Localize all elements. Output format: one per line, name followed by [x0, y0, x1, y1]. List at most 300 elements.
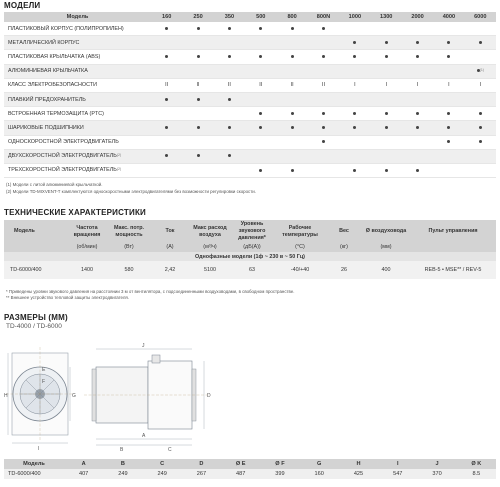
models-cell	[308, 64, 339, 78]
models-cell	[214, 22, 245, 36]
models-row-label-text: ТРЕХСКОРОСТНОЙ ЭЛЕКТРОДВИГАТЕЛЬ	[8, 167, 117, 174]
models-cell	[433, 64, 464, 78]
models-cell	[276, 149, 307, 163]
models-header-model: Модель	[4, 12, 151, 22]
bullet-icon	[291, 169, 294, 172]
models-cell	[371, 22, 402, 36]
dims-header-col: A	[64, 459, 103, 469]
models-cell	[151, 149, 182, 163]
models-header-col: 6000	[465, 12, 496, 22]
tech-header-name: Ø воздуховода	[362, 220, 410, 243]
drawing-label-e: E	[42, 367, 46, 373]
bullet-icon	[353, 55, 356, 58]
tech-header-unit: (мм)	[362, 243, 410, 252]
dims-header-col: G	[300, 459, 339, 469]
models-header-col: 800	[276, 12, 307, 22]
models-row-label-text: ПЛАВКИЙ ПРЕДОХРАНИТЕЛЬ	[8, 96, 86, 103]
bullet-icon	[322, 140, 325, 143]
models-cell	[151, 50, 182, 64]
models-row-label-text: АЛЮМИНИЕВАЯ КРЫЛЬЧАТКА	[8, 68, 88, 75]
models-cell-footnote-mark: (1)	[479, 68, 484, 73]
bullet-icon	[479, 126, 482, 129]
models-cell	[308, 149, 339, 163]
models-header-col: 160	[151, 12, 182, 22]
bullet-icon	[385, 41, 388, 44]
drawing-label-c: C	[168, 447, 172, 453]
models-table-row	[4, 149, 496, 163]
bullet-icon	[447, 55, 450, 58]
models-row-label	[4, 50, 151, 64]
bullet-icon	[353, 112, 356, 115]
tech-group-row	[4, 252, 496, 261]
tech-cell: 26	[326, 261, 362, 279]
tech-header-name: Уровень звукового давления*	[230, 220, 274, 243]
models-cell	[276, 163, 307, 177]
models-cell-value: I	[354, 82, 356, 89]
models-cell	[371, 92, 402, 106]
models-row-label	[4, 22, 151, 36]
bullet-icon	[447, 41, 450, 44]
models-cell	[182, 64, 213, 78]
models-cell	[182, 135, 213, 149]
models-cell	[151, 107, 182, 121]
models-cell	[245, 64, 276, 78]
bullet-icon	[165, 27, 168, 30]
bullet-icon	[259, 126, 262, 129]
models-cell	[465, 107, 496, 121]
tech-header-name: Вес	[326, 220, 362, 243]
models-cell	[433, 149, 464, 163]
bullet-icon	[197, 126, 200, 129]
models-cell	[182, 107, 213, 121]
models-table-row	[4, 92, 496, 106]
tech-header-unit: (дБ(А))	[230, 243, 274, 252]
models-header-col: 350	[214, 12, 245, 22]
models-cell-value: II	[290, 82, 294, 89]
bullet-icon	[416, 112, 419, 115]
bullet-icon	[322, 27, 325, 30]
dims-header-col: I	[378, 459, 417, 469]
models-cell	[245, 149, 276, 163]
models-cell	[371, 78, 402, 92]
models-cell-value: II	[227, 82, 231, 89]
dims-cell: 370	[417, 469, 456, 479]
tech-group-label: Однофазные модели (1ф ~ 230 в ~ 50 Гц)	[4, 252, 496, 261]
tech-header-name: Частота вращения	[66, 220, 108, 243]
bullet-icon	[322, 126, 325, 129]
tech-table-units	[4, 243, 496, 252]
tech-header-unit	[4, 243, 66, 252]
models-cell	[214, 50, 245, 64]
models-cell-value: I	[385, 82, 387, 89]
models-cell	[276, 92, 307, 106]
models-table-row	[4, 64, 496, 78]
models-cell	[182, 22, 213, 36]
tech-header-unit: (А)	[150, 243, 190, 252]
tech-table	[4, 220, 496, 279]
models-header-col: 1000	[339, 12, 370, 22]
models-table	[4, 12, 496, 178]
dims-cell: 267	[182, 469, 221, 479]
models-cell	[308, 121, 339, 135]
models-cell	[465, 78, 496, 92]
models-header-col: 2000	[402, 12, 433, 22]
dims-table	[4, 459, 496, 479]
models-table-row	[4, 22, 496, 36]
bullet-icon	[165, 98, 168, 101]
models-cell	[182, 163, 213, 177]
models-cell	[182, 50, 213, 64]
models-cell	[465, 121, 496, 135]
models-cell	[182, 78, 213, 92]
models-cell	[402, 149, 433, 163]
models-cell	[245, 121, 276, 135]
tech-footnote-1: * Приведены уровни звукового давления на расстоянии 3 м от вентилятора, с подсоединенными воздуховодами, в свободном пространстве.	[6, 289, 295, 294]
dims-cell: 487	[221, 469, 260, 479]
dims-header-col: D	[182, 459, 221, 469]
models-row-label-text: ВСТРОЕННАЯ ТЕРМОЗАЩИТА (PTC)	[8, 110, 104, 117]
models-cell	[465, 92, 496, 106]
models-cell	[402, 50, 433, 64]
models-cell	[339, 64, 370, 78]
models-cell	[339, 149, 370, 163]
models-cell	[151, 92, 182, 106]
models-cell	[402, 163, 433, 177]
bullet-icon	[165, 154, 168, 157]
dims-header-col: J	[417, 459, 456, 469]
tech-cell: 63	[230, 261, 274, 279]
bullet-icon	[291, 126, 294, 129]
bullet-icon	[447, 112, 450, 115]
bullet-icon	[291, 112, 294, 115]
models-cell	[214, 107, 245, 121]
dims-header-col: C	[143, 459, 182, 469]
bullet-icon	[259, 55, 262, 58]
models-cell	[433, 22, 464, 36]
models-cell	[433, 36, 464, 50]
bullet-icon	[259, 27, 262, 30]
bullet-icon	[416, 55, 419, 58]
models-cell	[465, 50, 496, 64]
models-cell	[371, 50, 402, 64]
models-cell	[402, 107, 433, 121]
tech-header-unit	[410, 243, 496, 252]
bullet-icon	[353, 126, 356, 129]
dims-cell: 399	[260, 469, 299, 479]
tech-data-row	[4, 261, 496, 279]
models-row-footnote-mark: (2)	[116, 167, 122, 172]
models-row-label-text: ДВУХСКОРОСТНОЙ ЭЛЕКТРОДВИГАТЕЛЬ	[8, 153, 117, 160]
models-cell	[371, 64, 402, 78]
models-cell	[214, 163, 245, 177]
models-cell-value: II	[321, 82, 325, 89]
models-cell	[308, 36, 339, 50]
models-footnote-2: (2) Модели TD-MIXVENT-T комплектуются односкоростными электродвигателями без возможности регулировки скорости.	[6, 189, 256, 194]
models-row-label-text: ОДНОСКОРОСТНОЙ ЭЛЕКТРОДВИГАТЕЛЬ	[8, 139, 119, 146]
dims-cell: 8.5	[457, 469, 496, 479]
tech-cell: 580	[108, 261, 150, 279]
models-cell	[151, 22, 182, 36]
models-cell	[433, 50, 464, 64]
drawing-label-j: J	[142, 343, 145, 349]
tech-header-unit: (кг)	[326, 243, 362, 252]
models-row-label	[4, 135, 151, 149]
bullet-icon	[228, 55, 231, 58]
bullet-icon	[416, 41, 419, 44]
models-cell	[276, 135, 307, 149]
models-cell	[465, 64, 496, 78]
models-cell	[339, 135, 370, 149]
models-cell	[339, 36, 370, 50]
bullet-icon	[165, 126, 168, 129]
dims-cell: 425	[339, 469, 378, 479]
dims-table-header	[4, 459, 496, 469]
bullet-icon	[259, 112, 262, 115]
tech-cell: TD-6000/400	[4, 261, 66, 279]
bullet-icon	[291, 55, 294, 58]
models-cell	[339, 121, 370, 135]
models-cell-value: II	[165, 82, 169, 89]
models-cell	[214, 149, 245, 163]
models-cell	[245, 78, 276, 92]
bullet-icon	[259, 169, 262, 172]
terminal-box	[152, 355, 160, 363]
models-cell	[402, 78, 433, 92]
models-cell	[245, 92, 276, 106]
tech-header-name: Ток	[150, 220, 190, 243]
tech-footnote-2: ** Внешнее устройство тепловой защиты электродвигателя.	[6, 295, 129, 300]
models-row-label	[4, 163, 151, 177]
models-header-col: 1300	[371, 12, 402, 22]
models-cell	[465, 135, 496, 149]
dims-header-col: H	[339, 459, 378, 469]
models-cell	[339, 22, 370, 36]
dims-header-col: Ø K	[457, 459, 496, 469]
dims-cell: 407	[64, 469, 103, 479]
models-row-label	[4, 64, 151, 78]
models-row-label-text: ПЛАСТИКОВАЯ КРЫЛЬЧАТКА (ABS)	[8, 53, 101, 60]
models-cell	[276, 22, 307, 36]
models-cell	[402, 36, 433, 50]
bullet-icon	[197, 154, 200, 157]
models-cell	[308, 22, 339, 36]
bullet-icon	[197, 27, 200, 30]
models-footnote-1: (1) Модели с литой алюминиевой крыльчаткой.	[6, 182, 103, 187]
models-table-row	[4, 78, 496, 92]
bullet-icon	[385, 55, 388, 58]
bullet-icon	[228, 126, 231, 129]
models-cell	[182, 92, 213, 106]
models-cell	[465, 22, 496, 36]
models-cell	[151, 121, 182, 135]
models-cell	[214, 121, 245, 135]
dims-header-col: Ø E	[221, 459, 260, 469]
dims-header-col: Ø F	[260, 459, 299, 469]
models-cell	[214, 64, 245, 78]
dims-cell: 547	[378, 469, 417, 479]
models-cell	[339, 50, 370, 64]
dims-section-title: РАЗМЕРЫ (ММ)	[4, 313, 68, 322]
dims-cell: TD-6000/400	[4, 469, 64, 479]
bullet-icon	[447, 126, 450, 129]
models-cell	[214, 92, 245, 106]
bullet-icon	[385, 126, 388, 129]
tech-header-name: Модель	[4, 220, 66, 243]
models-cell	[276, 78, 307, 92]
models-cell	[308, 92, 339, 106]
models-cell	[276, 50, 307, 64]
models-row-label-text: ШАРИКОВЫЕ ПОДШИПНИКИ	[8, 124, 84, 131]
tech-header-name: Пульт управления	[410, 220, 496, 243]
models-cell	[276, 64, 307, 78]
models-cell	[433, 92, 464, 106]
models-cell	[276, 107, 307, 121]
models-cell	[371, 149, 402, 163]
models-cell	[214, 36, 245, 50]
bullet-icon	[322, 55, 325, 58]
models-cell	[245, 163, 276, 177]
models-row-label	[4, 107, 151, 121]
dims-cell: 249	[143, 469, 182, 479]
bullet-icon	[416, 126, 419, 129]
models-cell	[402, 121, 433, 135]
bullet-icon	[228, 98, 231, 101]
dims-data-row	[4, 469, 496, 479]
models-cell	[308, 135, 339, 149]
tech-header-unit: (°С)	[274, 243, 326, 252]
models-cell	[371, 135, 402, 149]
models-cell	[151, 64, 182, 78]
tech-cell: 1400	[66, 261, 108, 279]
bullet-icon	[291, 27, 294, 30]
tech-cell: REB-5 • MSE** / REV-5	[410, 261, 496, 279]
models-cell	[371, 163, 402, 177]
bullet-icon	[447, 140, 450, 143]
dims-subtitle: TD-4000 / TD-6000	[6, 323, 62, 330]
models-cell	[433, 121, 464, 135]
models-header-col: 800N	[308, 12, 339, 22]
models-table-row	[4, 107, 496, 121]
models-cell	[151, 36, 182, 50]
models-cell	[433, 78, 464, 92]
drawing-label-i: I	[38, 446, 40, 452]
dims-cell: 160	[300, 469, 339, 479]
models-cell	[245, 135, 276, 149]
models-cell	[371, 107, 402, 121]
drawing-label-g: G	[72, 393, 76, 399]
bullet-icon	[197, 98, 200, 101]
tech-header-unit: (об/мин)	[66, 243, 108, 252]
models-cell	[151, 135, 182, 149]
models-cell	[433, 163, 464, 177]
bullet-icon	[416, 169, 419, 172]
models-cell	[214, 135, 245, 149]
models-cell	[402, 92, 433, 106]
models-cell	[465, 36, 496, 50]
tech-table-header	[4, 220, 496, 243]
models-cell	[151, 163, 182, 177]
tech-header-name: Макс. потр. мощность	[108, 220, 150, 243]
models-cell	[276, 121, 307, 135]
models-cell	[245, 36, 276, 50]
bullet-icon	[353, 169, 356, 172]
models-table-header	[4, 12, 496, 22]
models-cell	[339, 163, 370, 177]
dims-header-col: Модель	[4, 459, 64, 469]
models-table-row	[4, 50, 496, 64]
drawing-label-d: D	[207, 393, 211, 399]
models-table-row	[4, 135, 496, 149]
models-table-row	[4, 36, 496, 50]
models-cell	[465, 149, 496, 163]
models-cell-value: II	[259, 82, 263, 89]
models-cell	[339, 107, 370, 121]
models-cell	[465, 163, 496, 177]
models-cell	[308, 107, 339, 121]
models-cell-value: II	[196, 82, 200, 89]
bullet-icon	[322, 112, 325, 115]
tech-cell: -40/+40	[274, 261, 326, 279]
models-cell	[245, 22, 276, 36]
bullet-icon	[228, 154, 231, 157]
models-cell-value: I	[479, 82, 482, 89]
models-table-row	[4, 121, 496, 135]
models-row-label-text: ПЛАСТИКОВЫЙ КОРПУС (ПОЛИПРОПИЛЕН)	[8, 25, 124, 32]
tech-header-unit: (Вт)	[108, 243, 150, 252]
models-cell	[214, 78, 245, 92]
models-cell	[182, 36, 213, 50]
tech-cell: 5100	[190, 261, 230, 279]
bullet-icon	[385, 169, 388, 172]
models-table-row	[4, 163, 496, 177]
bullet-icon	[479, 140, 482, 143]
tech-header-name: Рабочие температуры	[274, 220, 326, 243]
tech-header-name: Макс расход воздуха	[190, 220, 230, 243]
tech-cell: 400	[362, 261, 410, 279]
drawing-label-h: H	[4, 393, 8, 399]
bullet-icon	[353, 41, 356, 44]
models-cell	[182, 149, 213, 163]
models-cell	[402, 64, 433, 78]
models-row-label-text: МЕТАЛЛИЧЕСКИЙ КОРПУС	[8, 39, 80, 46]
models-cell	[308, 163, 339, 177]
models-cell	[371, 121, 402, 135]
models-cell	[402, 135, 433, 149]
models-row-footnote-mark: (2)	[116, 153, 122, 158]
models-cell	[433, 135, 464, 149]
models-cell	[276, 36, 307, 50]
models-cell	[151, 78, 182, 92]
bullet-icon	[197, 55, 200, 58]
models-row-label	[4, 149, 151, 163]
models-cell	[402, 22, 433, 36]
models-cell-value: I	[448, 82, 450, 89]
models-cell	[308, 50, 339, 64]
models-cell	[245, 50, 276, 64]
bullet-icon	[479, 112, 482, 115]
dims-header-col: B	[103, 459, 142, 469]
models-row-label	[4, 78, 151, 92]
models-cell-value: I	[416, 82, 419, 89]
drawing-label-a: A	[142, 433, 146, 439]
tech-cell: 2,42	[150, 261, 190, 279]
tech-header-unit: (м³/ч)	[190, 243, 230, 252]
drawing-label-f: F	[42, 379, 46, 385]
models-cell	[339, 92, 370, 106]
bullet-icon	[228, 27, 231, 30]
drawing-label-b: B	[120, 447, 124, 453]
tech-section-title: ТЕХНИЧЕСКИЕ ХАРАКТЕРИСТИКИ	[4, 208, 146, 217]
